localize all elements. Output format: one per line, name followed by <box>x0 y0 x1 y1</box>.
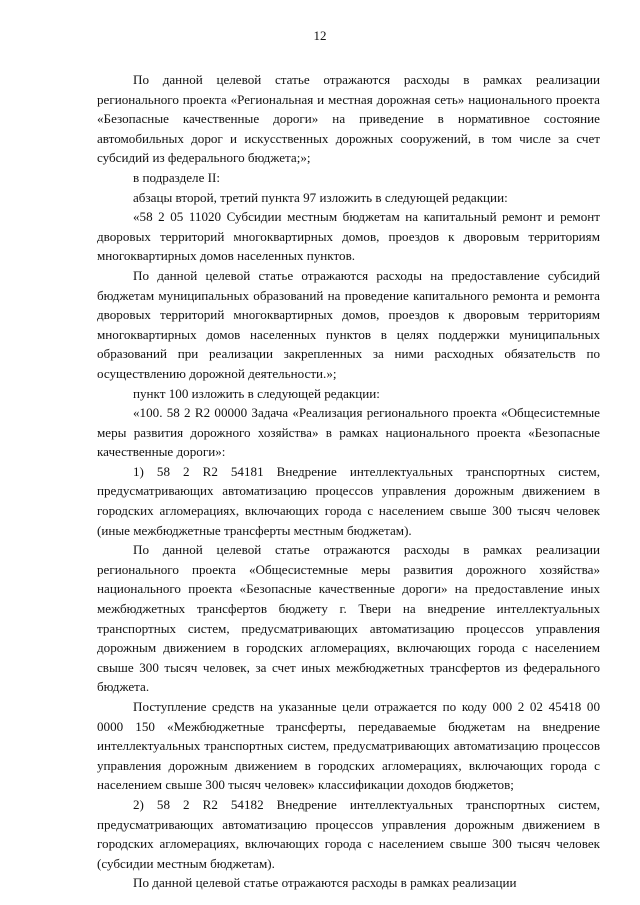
paragraph-item-1-its: 1) 58 2 R2 54181 Внедрение интеллектуальных транспортных систем, предусматривающих автоматизацию процессов управления дорожным движением в городских агломерациях, включающих города с населением свыше 300 тысяч человек (иные межбюджетные трансферты местным бюджетам). <box>97 463 600 538</box>
paragraph-item-2-its: 2) 58 2 R2 54182 Внедрение интеллектуальных транспортных систем, предусматривающих автоматизацию процессов управления дорожным движением в городских агломерациях, включающих города с населением свыше 300 тысяч человек (субсидии местным бюджетам). <box>97 796 600 871</box>
page-number: 12 <box>313 28 327 43</box>
paragraph-continuation: По данной целевой статье отражаются расходы в рамках реализации <box>133 875 517 891</box>
paragraph-revenue-code: Поступление средств на указанные цели отражается по коду 000 2 02 45418 00 0000 150 «Межбюджетные трансферты, передаваемые бюджетам на внедрение интеллектуальных транспортных систем, предусматривающих автоматизацию процессов управления дорожным движением в городских агломерациях, включающих города с населением свыше 300 тысяч человек» классификации доходов бюджетов; <box>97 699 600 793</box>
paragraph-point-100-intro: пункт 100 изложить в следующей редакции: <box>133 385 380 401</box>
paragraph-point-100: «100. 58 2 R2 00000 Задача «Реализация регионального проекта «Общесистемные меры развития дорожного хозяйства» в рамках национального проекта «Безопасные качественные дороги»: <box>97 405 600 460</box>
paragraph-tver-transfers: По данной целевой статье отражаются расходы в рамках реализации регионального проекта «Общесистемные меры развития дорожного хозяйства» национального проекта «Безопасные качественные дороги» на предоставление иных межбюджетных трансфертов бюджету г. Твери на внедрение интеллектуальных транспортных систем, предусматривающих автоматизацию процессов управления дорожным движением в городских агломерациях, включающих города с населением свыше 300 тысяч человек, за счет иных межбюджетных трансфертов из федерального бюджета. <box>97 542 600 695</box>
paragraph-code-58-2-05-11020: «58 2 05 11020 Субсидии местным бюджетам на капитальный ремонт и ремонт дворовых территорий многоквартирных домов, проездов к дворовым территориям многоквартирных домов населенных пунктов. <box>97 209 600 264</box>
paragraph-regional-road-network: По данной целевой статье отражаются расходы в рамках реализации регионального проекта «Региональная и местная дорожная сеть» национального проекта «Безопасные качественные дороги» на приведение в нормативное состояние автомобильных дорог и искусственных дорожных сооружений, в том числе за счет субсидий из федерального бюджета;»; <box>97 72 600 166</box>
paragraph-point-97-intro: абзацы второй, третий пункта 97 изложить в следующей редакции: <box>133 189 508 205</box>
paragraph-subsection-ii: в подразделе II: <box>133 169 221 185</box>
paragraph-subsidies-description: По данной целевой статье отражаются расходы на предоставление субсидий бюджетам муниципальных образований на проведение капитального ремонта и ремонта дворовых территорий многоквартирных домов, проездов к дворовым территориям многоквартирных домов населенных пунктов в целях поддержки муниципальных образований при реализации закрепленных за ними расходных обязательств по осуществлению дорожной деятельности.»; <box>97 267 600 381</box>
document-body <box>97 70 600 893</box>
